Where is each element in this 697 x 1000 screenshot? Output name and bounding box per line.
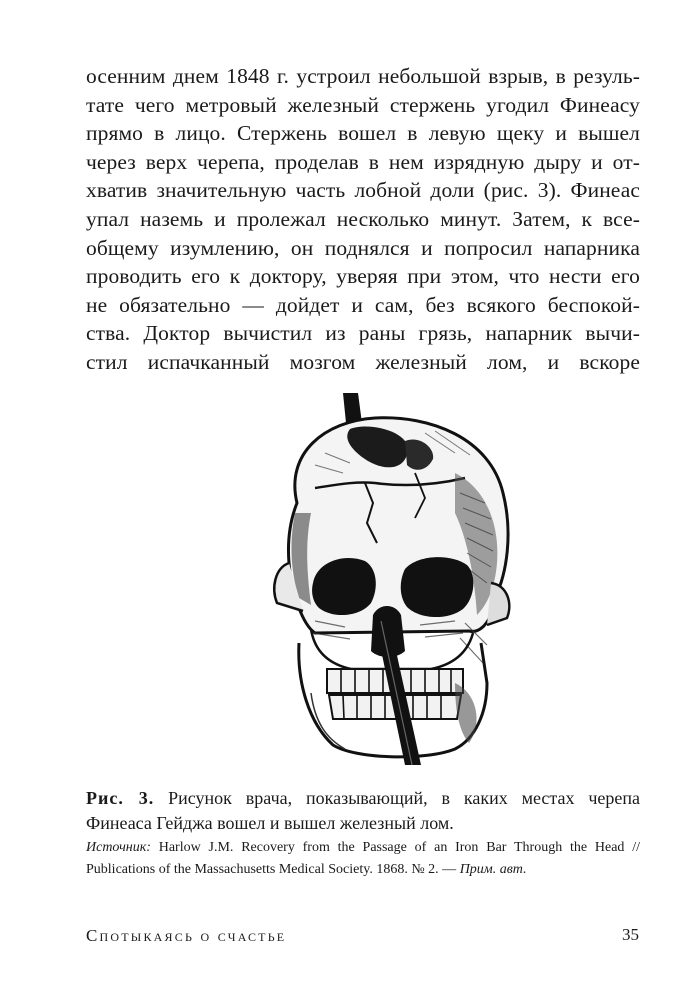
source-label: Источник: [86, 840, 151, 855]
source-text: Harlow J.M. Recovery from the Passage of an Iron Bar Through the Head // [158, 840, 640, 855]
caption-line [86, 786, 640, 811]
body-line: стил испачканный мозгом железный лом, и вскоре [86, 349, 640, 374]
source-text: Publications of the Massachusetts Medical Society. 1868. № 2. — [86, 862, 457, 877]
caption-text: Рисунок врача, показывающий, в каких местах черепа [168, 788, 641, 808]
body-line: через верх черепа, проделав в нем изрядную дыру и от- [86, 149, 640, 174]
figure-caption [86, 786, 640, 836]
body-line: хватив значительную часть лобной доли (рис. 3). Финеас [86, 178, 640, 203]
body-line: общему изумлению, он поднялся и попросил напарника [86, 235, 640, 260]
author-note: Прим. авт. [459, 862, 527, 877]
body-text [86, 62, 640, 377]
body-line: проводить его к доктору, уверяя при этом, что нести его [86, 264, 640, 289]
body-line: осенним днем 1848 г. устроил небольшой взрыв, в резуль- [86, 64, 640, 88]
body-line: упал наземь и пролежал несколько минут. Затем, к все- [86, 206, 640, 231]
body-line: тате чего метровый железный стержень угодил Финеасу [86, 92, 640, 117]
source-line [86, 859, 640, 881]
running-title: Спотыкаясь о счастье [86, 926, 287, 945]
caption-line: Финеаса Гейджа вошел и вышел железный лом. [86, 813, 454, 833]
page-number: 35 [622, 925, 639, 944]
source-note [86, 837, 640, 881]
figure-label: Рис. 3. [86, 788, 155, 808]
body-line: ства. Доктор вычистил из раны грязь, напарник вычи- [86, 321, 640, 346]
skull-illustration [255, 393, 525, 765]
body-line: прямо в лицо. Стержень вошел в левую щеку и вышел [86, 121, 640, 146]
source-line [86, 837, 640, 859]
body-line: не обязательно — дойдет и сам, без всякого беспокой- [86, 292, 640, 317]
skull-with-iron-bar-icon [255, 393, 525, 765]
